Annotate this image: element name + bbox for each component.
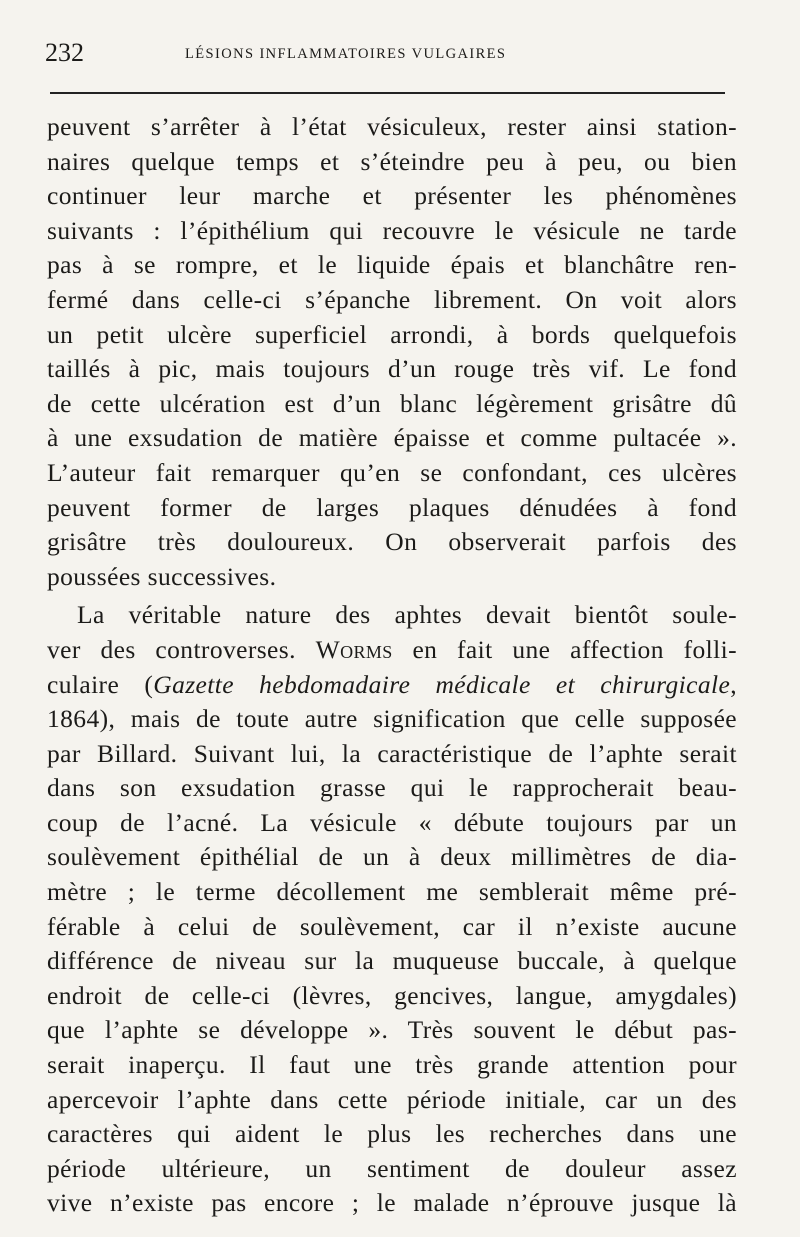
text-line: un petit ulcère superficiel arrondi, à bords quelquefois: [47, 319, 737, 349]
text-line: fermé dans celle-ci s’épanche librement. On voit alors: [47, 284, 737, 314]
text-segment: culaire (: [47, 669, 154, 699]
text-line: férable à celui de soulèvement, car il n’existe aucune: [47, 911, 737, 941]
text-line: suivants : l’épithélium qui recouvre le vésicule ne tarde: [47, 215, 737, 245]
journal-title: Gazette hebdomadaire médicale et chirurgicale: [153, 669, 731, 699]
text-line: que l’aphte se développe ». Très souvent le début pas-: [47, 1015, 737, 1045]
page-header: [45, 38, 735, 72]
text-line: taillés à pic, mais toujours d’un rouge très vif. Le fond: [47, 354, 737, 384]
running-head: LÉSIONS INFLAMMATOIRES VULGAIRES: [185, 46, 507, 62]
text-line: mètre ; le terme décollement me semblerait même pré-: [47, 877, 737, 907]
text-line: apercevoir l’aphte dans cette période initiale, car un des: [47, 1084, 737, 1114]
text-line: 1864), mais de toute autre signification que celle supposée: [47, 704, 737, 734]
text-line: de cette ulcération est d’un blanc légèrement grisâtre dû: [47, 388, 737, 418]
text-line: pas à se rompre, et le liquide épais et blanchâtre ren-: [47, 250, 737, 280]
text-segment: en fait une affection folli-: [392, 634, 737, 664]
paragraph-1: [47, 110, 737, 594]
author-name: Worms: [315, 634, 393, 664]
text-line: période ultérieure, un sentiment de douleur assez: [47, 1153, 737, 1183]
text-line: serait inaperçu. Il faut une très grande attention pour: [47, 1050, 737, 1080]
paragraph-2: [47, 598, 737, 1221]
text-line: L’auteur fait remarquer qu’en se confondant, ces ulcères: [47, 457, 737, 487]
text-line: à une exsudation de matière épaisse et comme pultacée ».: [47, 423, 737, 453]
text-line: coup de l’acné. La vésicule « débute toujours par un: [47, 807, 737, 837]
text-line: différence de niveau sur la muqueuse buccale, à quelque: [47, 946, 737, 976]
text-segment: ,: [730, 669, 737, 699]
text-line: peuvent former de larges plaques dénudées à fond: [47, 492, 737, 522]
body-text: [47, 110, 737, 1221]
text-line: naires quelque temps et s’éteindre peu à peu, ou bien: [47, 146, 737, 176]
text-line: dans son exsudation grasse qui le rapprocherait beau-: [47, 773, 737, 803]
text-line: soulèvement épithélial de un à deux millimètres de dia-: [47, 842, 737, 872]
text-line: endroit de celle-ci (lèvres, gencives, langue, amygdales): [47, 980, 737, 1010]
text-line: La véritable nature des aphtes devait bientôt soule-: [77, 600, 737, 630]
text-line: continuer leur marche et présenter les phénomènes: [47, 181, 737, 211]
text-line: vive n’existe pas encore ; le malade n’éprouve jusque là: [47, 1188, 737, 1218]
text-line: grisâtre très douloureux. On observerait parfois des: [47, 527, 737, 557]
page-number: 232: [45, 38, 84, 67]
text-line: caractères qui aident le plus les recherches dans une: [47, 1119, 737, 1149]
text-segment: ver des controverses.: [47, 634, 316, 664]
text-line: peuvent s’arrêter à l’état vésiculeux, rester ainsi station-: [47, 112, 737, 141]
text-line: [47, 668, 737, 703]
text-line: poussées successives.: [47, 561, 277, 591]
header-rule: [50, 92, 725, 94]
text-line: [47, 633, 737, 668]
text-line: par Billard. Suivant lui, la caractéristique de l’aphte serait: [47, 738, 737, 768]
